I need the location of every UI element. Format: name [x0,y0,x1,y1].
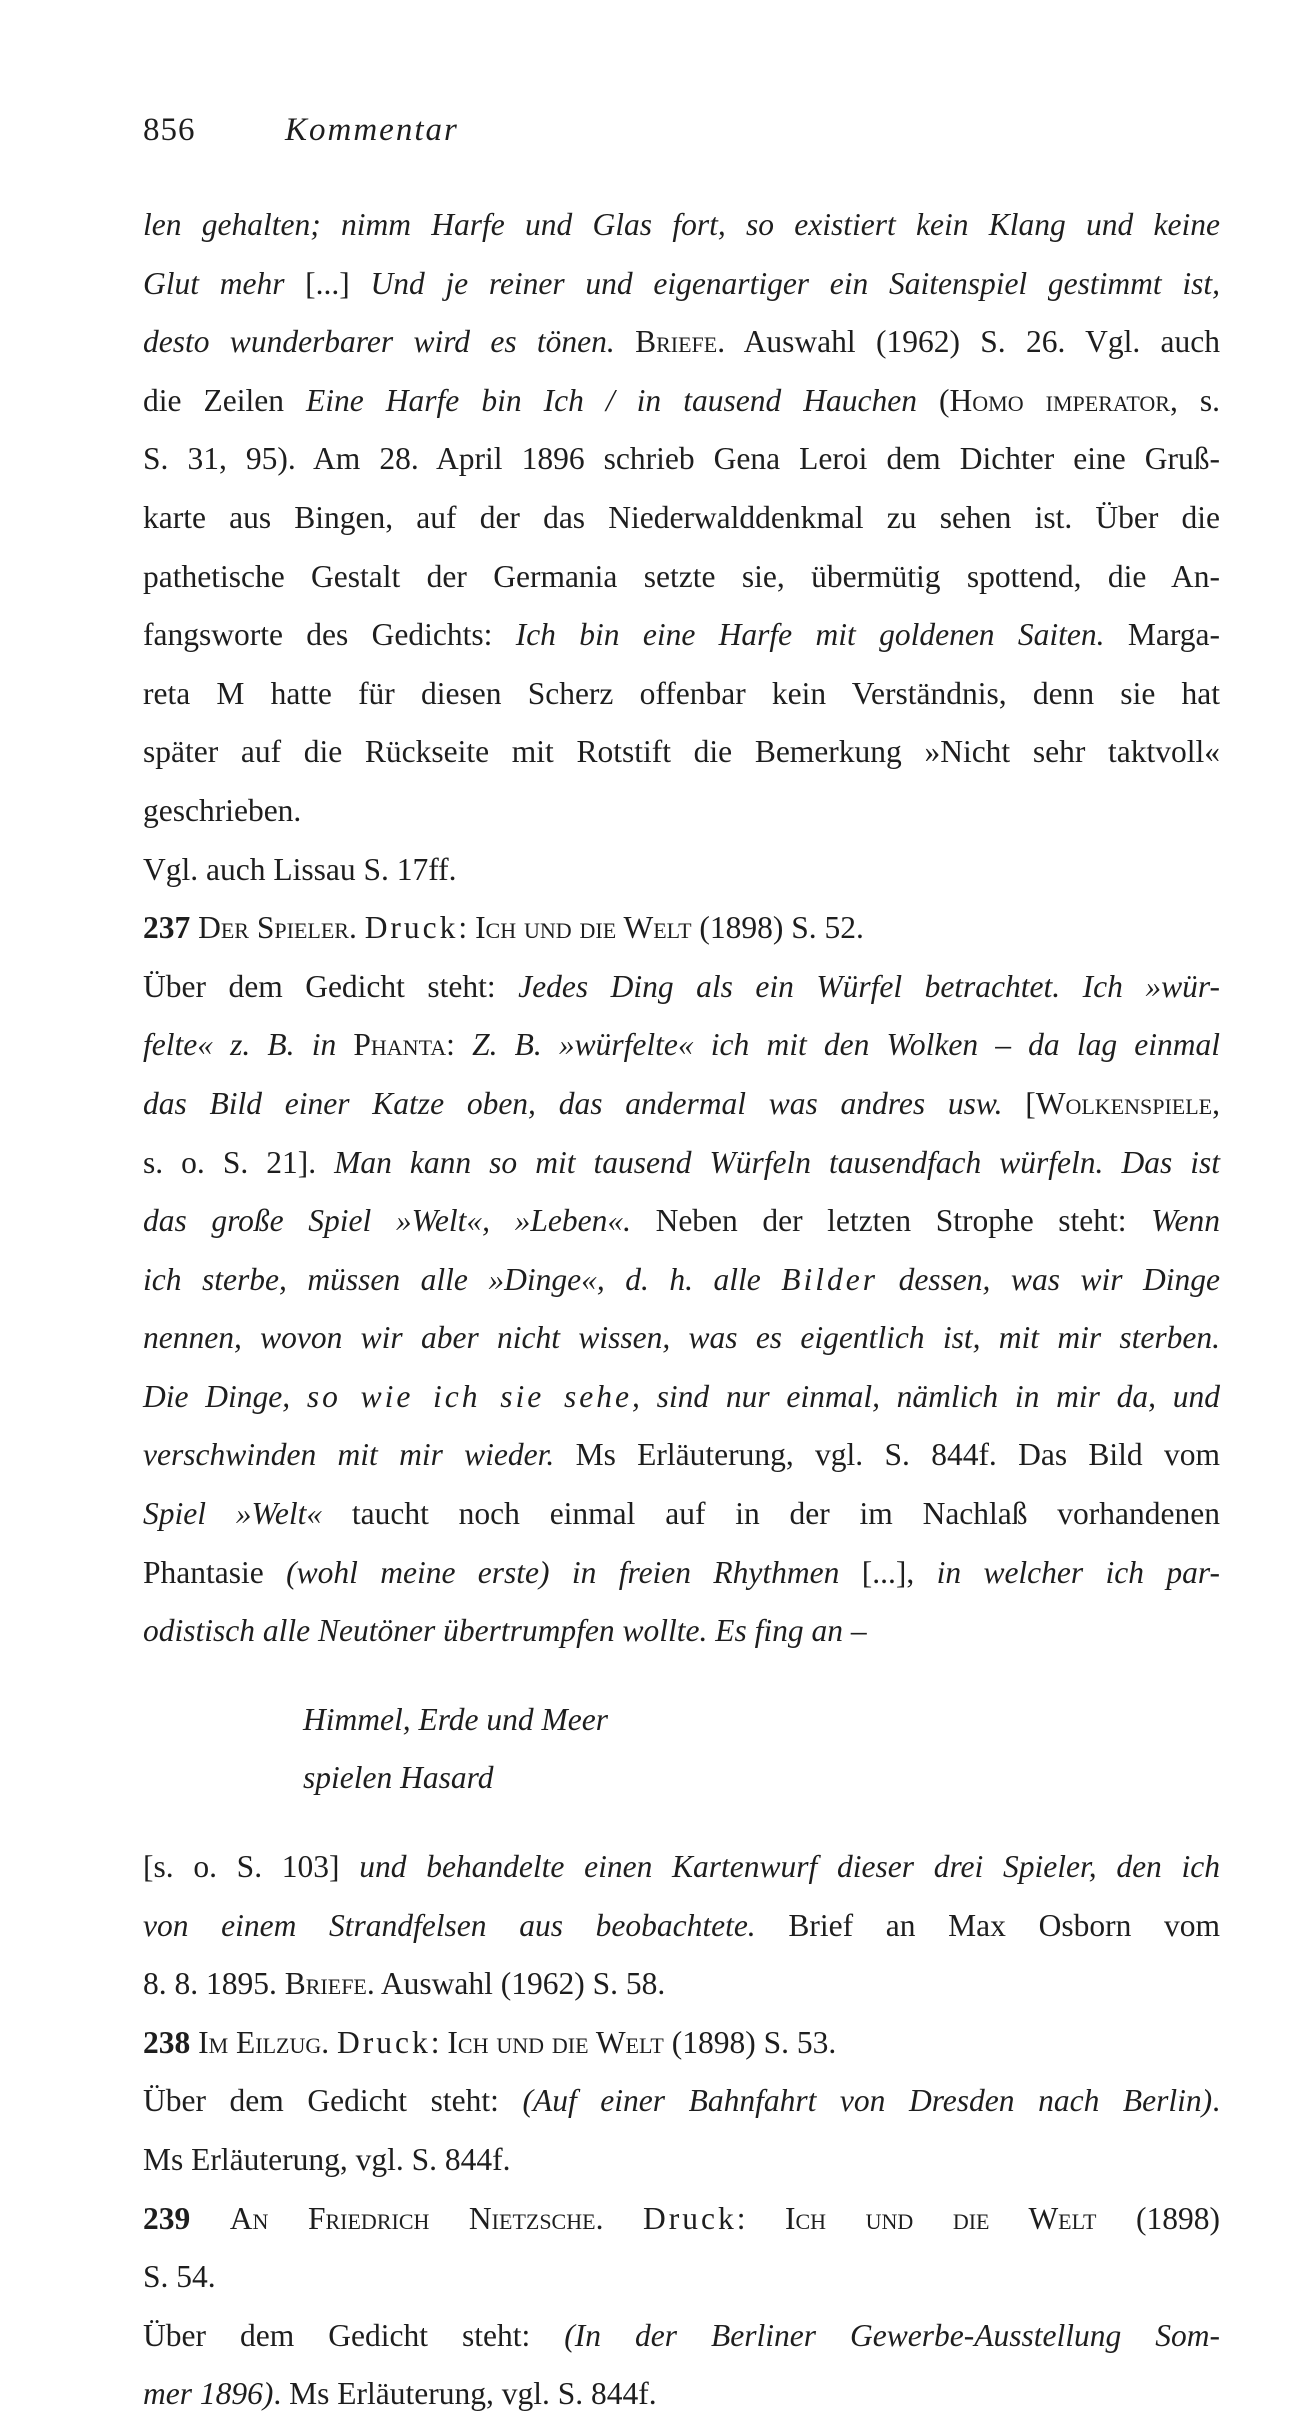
text-run: Ich und die Welt [785,2200,1097,2236]
text-run: Wenn [1151,1203,1220,1239]
text-run: karte aus Bingen, auf der das Niederwalddenkmal zu sehen ist. Über die [143,499,1220,535]
text-line [143,723,1220,782]
entry-number: 237 [143,910,191,946]
text-run: Ich und die Welt [475,910,692,946]
text-line [143,1602,1220,1661]
text-run: Druck [337,2024,431,2060]
text-run: Ich bin eine Harfe mit goldenen Saiten. [515,617,1105,653]
text-run: Wolkenspiele [1035,1085,1213,1121]
text-run: Briefe [635,324,718,360]
text-line [143,430,1220,489]
text-run: Ich und die Welt [447,2024,664,2060]
text-run: Marga- [1104,617,1220,653]
text-run: . [595,2200,643,2236]
text-run: Glut mehr [143,265,306,301]
text-line [143,2365,1220,2424]
running-title: Kommentar [285,112,459,148]
verse-gap [143,1808,1220,1838]
entry-number: 238 [143,2024,191,2060]
text-run: , s. [1169,382,1220,418]
text-line [143,1544,1220,1603]
text-run: Brief an Max Osborn vom [755,1907,1220,1943]
text-run: Druck [642,2200,737,2236]
text-run [190,910,198,945]
text-line [143,1251,1220,1310]
text-run: , sind nur einmal, nämlich in mir da, und [631,1378,1221,1414]
text-run: S. 54. [143,2259,216,2295]
text-line [143,1192,1220,1251]
text-run: len gehalten; nimm Harfe und Glas fort, so existiert kein Klang und keine [143,207,1220,242]
text-line [143,548,1220,607]
text-run: : [446,1027,473,1063]
text-run: und behandelte einen Kartenwurf dieser drei Spieler, den ich [359,1849,1220,1885]
text-run: [s. o. S. 103] [143,1849,360,1885]
text-run: verschwinden mit mir wieder. [143,1437,555,1473]
text-line [143,1309,1220,1368]
text-line [143,958,1220,1017]
text-run: . Ms Erläuterung, vgl. S. 844f. [273,2376,657,2412]
text-run: Phantasie [143,1554,287,1590]
text-run: Im Eilzug [198,2024,322,2060]
text-run: Phanta [353,1027,447,1063]
text-run: in welcher ich par- [936,1554,1220,1590]
text-run: (wohl meine erste) in freien Rhythmen [286,1554,840,1590]
text-line [143,2014,1220,2073]
verse-gap [143,1661,1220,1691]
text-run: das große Spiel »Welt«, »Leben«. [143,1203,631,1239]
text-line [143,372,1220,431]
verse-line: spielen Hasard [303,1760,494,1796]
text-run: (In der Berliner Gewerbe-Ausstellung Som- [564,2317,1220,2353]
text-run: ( [916,382,950,418]
commentary-body [143,196,1220,2424]
text-line [143,606,1220,665]
text-run: Neben der letzten Strophe steht: [630,1203,1152,1239]
text-run: : [736,2200,786,2236]
text-run: Man kann so mit tausend Würfeln tausendfach würfeln. Das ist [334,1144,1220,1180]
text-line [143,1897,1220,1956]
text-run: . [348,910,365,946]
text-run: Druck [364,910,459,946]
text-run: Ms Erläuterung, vgl. S. 844f. [143,2142,511,2177]
text-line [143,2307,1220,2366]
text-run: Spiel »Welt« [143,1496,323,1532]
text-run: das Bild einer Katze oben, das andermal was andres usw. [143,1085,1026,1121]
text-line [143,665,1220,724]
text-line [143,899,1220,958]
text-run: nennen, wovon wir aber nicht wissen, was es eigentlich ist, mit mir sterben. [143,1320,1220,1356]
text-run: : [430,2024,448,2060]
text-run: geschrieben. [143,792,302,828]
text-run: . [321,2024,338,2060]
text-run: Ms Erläuterung, vgl. S. 844f. Das Bild vom [554,1437,1220,1473]
text-run: [...], [839,1554,937,1590]
text-run: (1898) [1096,2200,1221,2236]
text-run: reta M hatte für diesen Scherz offenbar kein Verständnis, denn sie hat [143,675,1220,711]
text-run: felte« z. B. in [143,1027,354,1063]
text-run: pathetische Gestalt der Germania setzte sie, übermütig spottend, die An- [143,558,1220,594]
text-run: Eine Harfe bin Ich / in tausend Hauchen [306,382,917,418]
text-run: 8. 8. 1895. [143,1966,285,2002]
text-run: Jedes Ding als ein Würfel betrachtet. Ich »wür- [518,968,1220,1004]
text-run: taucht noch einmal auf in der im Nachlaß vorhandenen [322,1496,1220,1532]
text-run: Die Dinge, [143,1378,307,1414]
text-run: ich sterbe, müssen alle »Dinge«, d. h. alle [143,1261,782,1297]
text-run: dessen, was wir Dinge [878,1261,1220,1297]
text-line [143,1075,1220,1134]
text-run: (Auf einer Bahnfahrt von Dresden nach Berlin) [522,2083,1213,2119]
text-run: Über dem Gedicht steht: [143,968,519,1004]
text-line [143,1426,1220,1485]
text-line [143,489,1220,548]
text-run: Vgl. auch Lissau S. 17ff. [143,851,457,887]
text-line [143,313,1220,372]
text-run: Homo imperator [949,382,1170,418]
text-run: Z. B. »würfelte« ich mit den Wolken – da lag einmal [472,1027,1220,1063]
text-line [143,2131,1220,2190]
text-line [143,255,1220,314]
text-run: die Zeilen [143,382,307,418]
verse-line: Himmel, Erde und Meer [303,1701,609,1737]
text-run: von einem Strandfelsen aus beobachtete. [143,1907,756,1943]
text-line [143,1838,1220,1897]
commentary-block-2 [143,1838,1220,2424]
text-run: . Auswahl (1962) S. 58. [366,1966,666,2002]
text-run: odistisch alle Neutöner übertrumpfen wollte. Es fing an – [143,1613,867,1649]
text-run [190,2025,198,2060]
text-run: Und je reiner und eigenartiger ein Saitenspiel gestimmt ist, [370,265,1220,301]
text-run: . Auswahl (1962) S. 26. Vgl. auch [717,324,1220,360]
text-run: , [1212,1085,1220,1121]
page-number: 856 [143,112,196,148]
text-run: Briefe [284,1966,367,2002]
text-run: An Friedrich Nietzsche [229,2200,596,2236]
text-run: desto wunderbarer wird es tönen. [143,324,636,360]
text-line [143,1134,1220,1193]
text-run: Der Spieler [198,910,349,946]
text-run: mer 1896) [143,2376,274,2412]
text-line [143,782,1220,841]
commentary-block-1 [143,196,1220,1661]
text-run: [ [1025,1085,1036,1121]
text-run [190,2201,230,2236]
text-run: Bilder [781,1261,879,1297]
text-run: (1898) S. 53. [663,2024,837,2060]
text-line [143,2190,1220,2249]
text-line [143,2248,1220,2307]
entry-number: 239 [143,2200,191,2236]
text-line [143,1485,1220,1544]
text-run: : [458,910,476,946]
text-run: so wie ich sie sehe [306,1378,632,1414]
text-run: S. 31, 95). Am 28. April 1896 schrieb Gena Leroi dem Dichter eine Gruß- [143,441,1220,477]
text-run: später auf die Rückseite mit Rotstift die Bemerkung »Nicht sehr taktvoll« [143,734,1220,770]
text-run: Über dem Gedicht steht: [143,2083,523,2119]
text-run: (1898) S. 52. [691,910,864,946]
quoted-verse [143,1691,1220,1808]
text-run: fangsworte des Gedichts: [143,617,516,653]
text-run: Über dem Gedicht steht: [143,2317,565,2353]
text-line [143,1368,1220,1427]
text-run: [...] [305,265,371,301]
text-line [143,1016,1220,1075]
text-line [143,196,1220,255]
text-line [143,841,1220,900]
text-line [143,2072,1220,2131]
text-line [143,1955,1220,2014]
text-run: s. o. S. 21]. [143,1144,335,1180]
text-run: . [1212,2083,1220,2119]
